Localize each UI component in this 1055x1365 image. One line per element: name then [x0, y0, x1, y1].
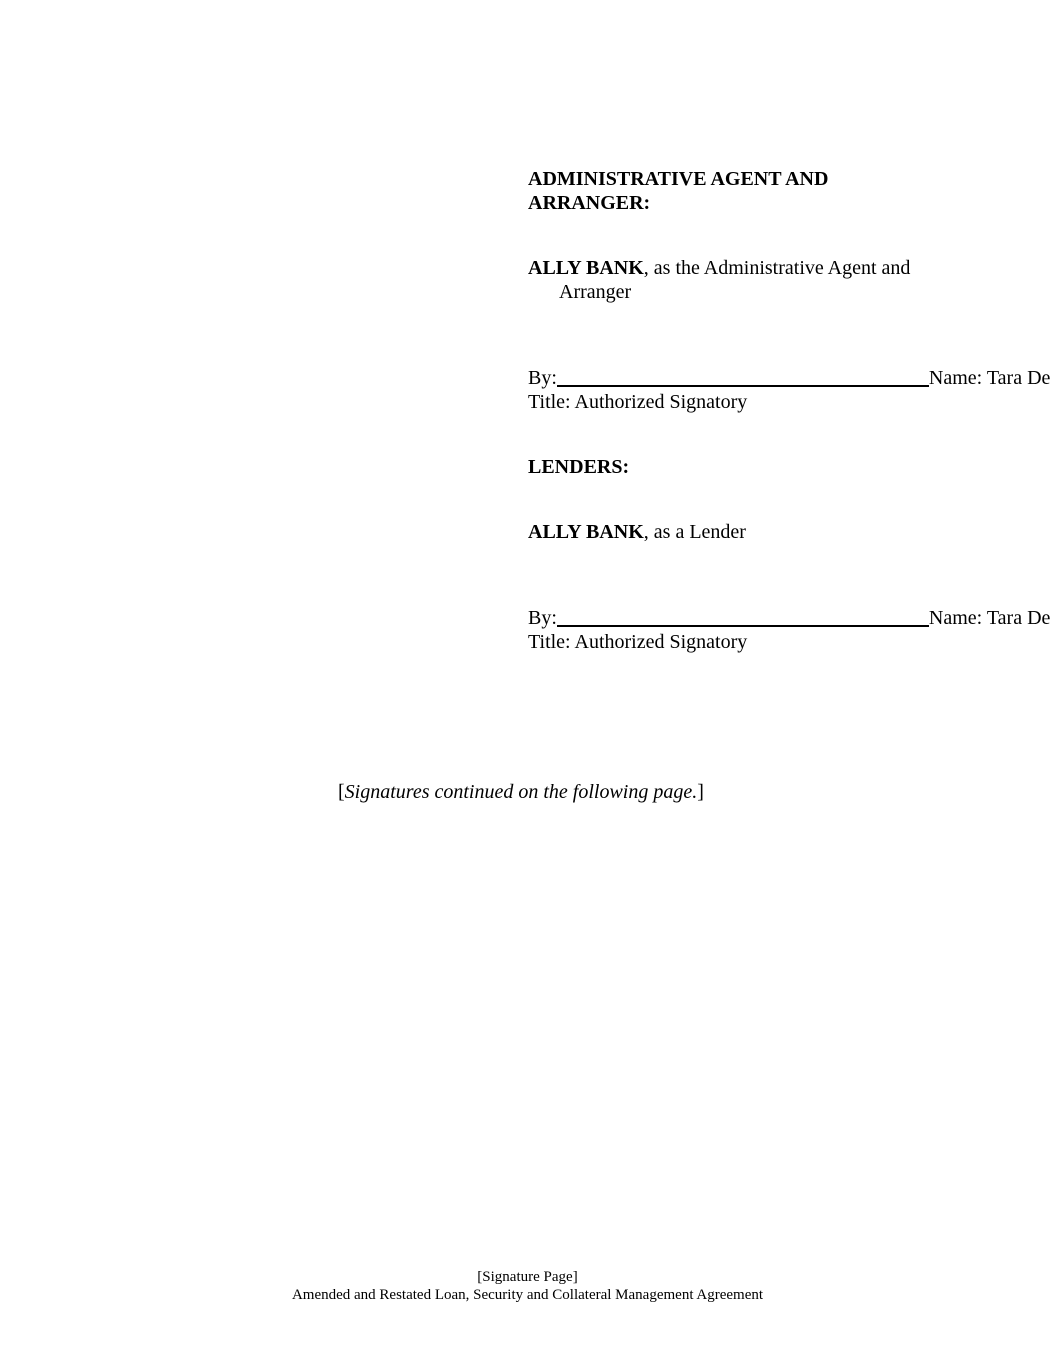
continued-text: Signatures continued on the following page. — [344, 781, 698, 803]
lender-signature-line — [528, 606, 1050, 630]
admin-agent-signature-rule — [557, 367, 929, 387]
admin-agent-signatory-title: Title: Authorized Signatory — [528, 391, 748, 413]
admin-agent-by-label: By: — [528, 367, 557, 389]
lender-entity-name: ALLY BANK — [528, 521, 644, 543]
admin-agent-entity-name: ALLY BANK — [528, 257, 644, 279]
footer-agreement-title: Amended and Restated Loan, Security and Collateral Management Agreement — [291, 1287, 764, 1303]
admin-agent-heading-line1: ADMINISTRATIVE AGENT AND — [528, 168, 829, 190]
admin-agent-heading-line2: ARRANGER: — [528, 192, 651, 214]
lender-signature-rule — [557, 607, 929, 627]
admin-agent-entity-line — [528, 256, 910, 280]
footer-signature-page-label: [Signature Page] — [477, 1269, 578, 1285]
admin-agent-signatory-name: Name: Tara De — [928, 367, 1051, 389]
lender-signatory-title: Title: Authorized Signatory — [528, 631, 748, 653]
lenders-heading: LENDERS: — [528, 456, 630, 478]
admin-agent-entity-role-continued: Arranger — [559, 281, 632, 303]
continued-open-bracket: [ — [338, 781, 345, 803]
admin-agent-signature-line — [528, 366, 1050, 390]
lender-signatory-name: Name: Tara De — [928, 607, 1051, 629]
lender-by-label: By: — [528, 607, 557, 629]
admin-agent-entity-role: , as the Administrative Agent and — [643, 257, 911, 279]
lender-entity-line — [528, 520, 746, 544]
continued-close-bracket: ] — [697, 781, 704, 803]
signatures-continued-note — [338, 780, 704, 804]
lender-entity-role: , as a Lender — [643, 521, 746, 543]
